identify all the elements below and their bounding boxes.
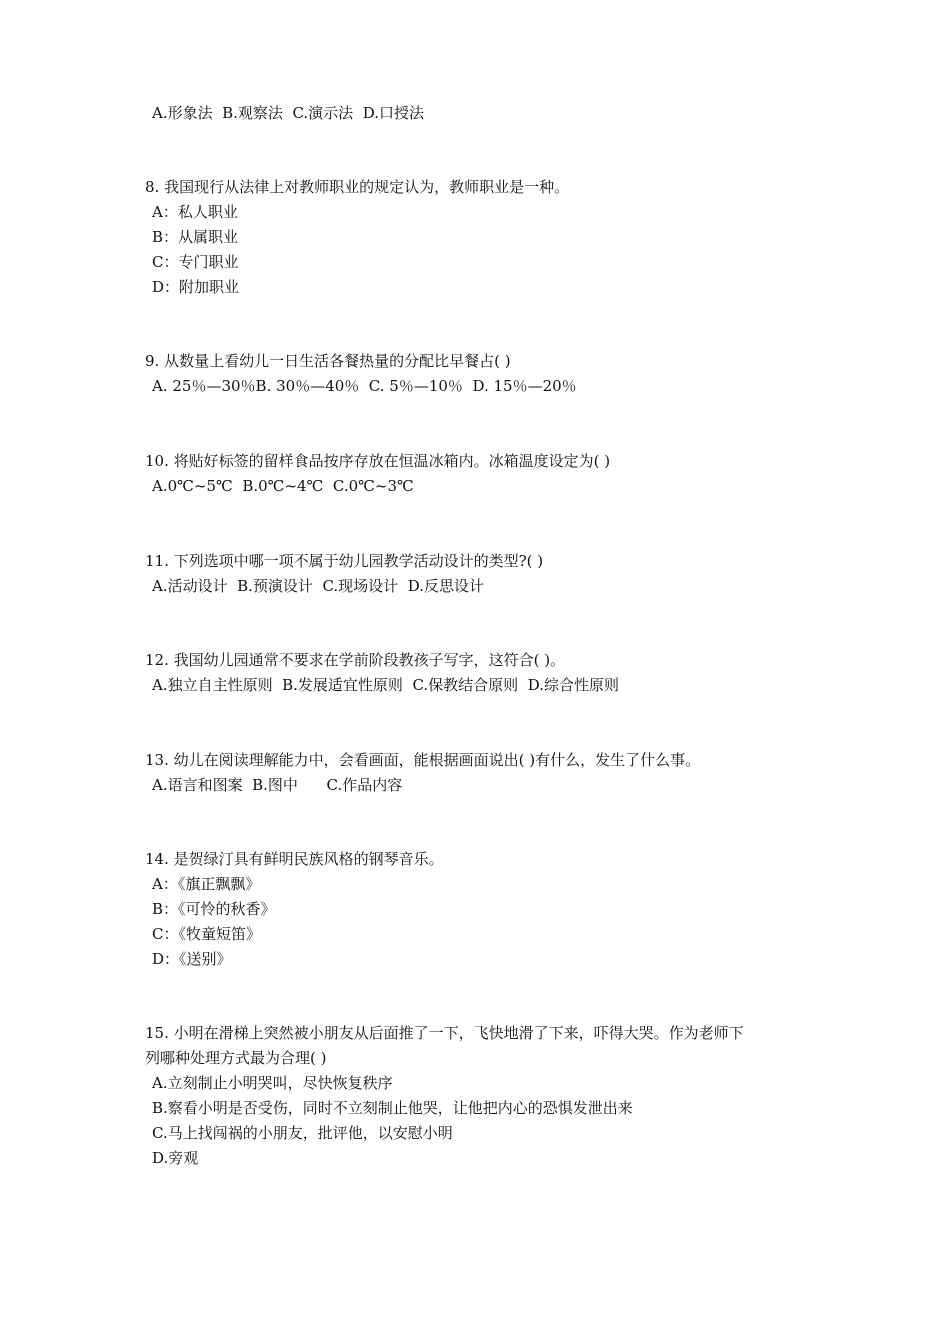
q7-options: A.形象法 B.观察法 C.演示法 D.口授法 — [152, 104, 424, 122]
q15-option-c: C.马上找闯祸的小朋友，批评他，以安慰小明 — [152, 1124, 453, 1142]
q10-question: 10. 将贴好标签的留样食品按序存放在恒温冰箱内。冰箱温度设定为( ) — [145, 452, 611, 470]
q14-option-d: D：《送别》 — [152, 950, 232, 968]
q12-options: A.独立自主性原则 B.发展适宜性原则 C.保教结合原则 D.综合性原则 — [152, 676, 619, 694]
q8-option-b: B：从属职业 — [152, 228, 239, 246]
q15-question-cont: 列哪种处理方式最为合理( ) — [145, 1049, 327, 1067]
q14-option-b: B：《可怜的秋香》 — [152, 900, 276, 918]
q13-options: A.语言和图案 B.图中 C.作品内容 — [152, 776, 403, 794]
q9-options: A. 25％—30％B. 30％—40％ C. 5％—10％ D. 15％—20％ — [152, 377, 577, 395]
q11-options: A.活动设计 B.预演设计 C.现场设计 D.反思设计 — [152, 577, 484, 595]
q15-option-b: B.察看小明是否受伤，同时不立刻制止他哭，让他把内心的恐惧发泄出来 — [152, 1099, 633, 1117]
q15-option-d: D.旁观 — [152, 1149, 199, 1167]
q14-option-c: C：《牧童短笛》 — [152, 925, 261, 943]
q8-option-c: C：专门职业 — [152, 253, 239, 271]
q9-question: 9. 从数量上看幼儿一日生活各餐热量的分配比早餐占( ) — [145, 352, 511, 370]
q14-option-a: A：《旗正飘飘》 — [152, 875, 261, 893]
q8-option-d: D：附加职业 — [152, 278, 240, 296]
q13-question: 13. 幼儿在阅读理解能力中，会看画面，能根据画面说出( )有什么，发生了什么事。 — [145, 751, 701, 769]
q8-option-a: A：私人职业 — [152, 203, 238, 221]
q10-options: A.0℃~5℃ B.0℃~4℃ C.0℃~3℃ — [152, 477, 414, 495]
q14-question: 14. 是贺绿汀具有鲜明民族风格的钢琴音乐。 — [145, 850, 444, 868]
q11-question: 11. 下列选项中哪一项不属于幼儿园教学活动设计的类型?( ) — [145, 552, 544, 570]
q15-question: 15. 小明在滑梯上突然被小朋友从后面推了一下，飞快地滑了下来，吓得大哭。作为老师下 — [145, 1024, 744, 1042]
q15-option-a: A.立刻制止小明哭叫，尽快恢复秩序 — [152, 1074, 393, 1092]
q8-question: 8. 我国现行从法律上对教师职业的规定认为，教师职业是一种。 — [145, 178, 570, 196]
q12-question: 12. 我国幼儿园通常不要求在学前阶段教孩子写字，这符合( )。 — [145, 651, 566, 669]
